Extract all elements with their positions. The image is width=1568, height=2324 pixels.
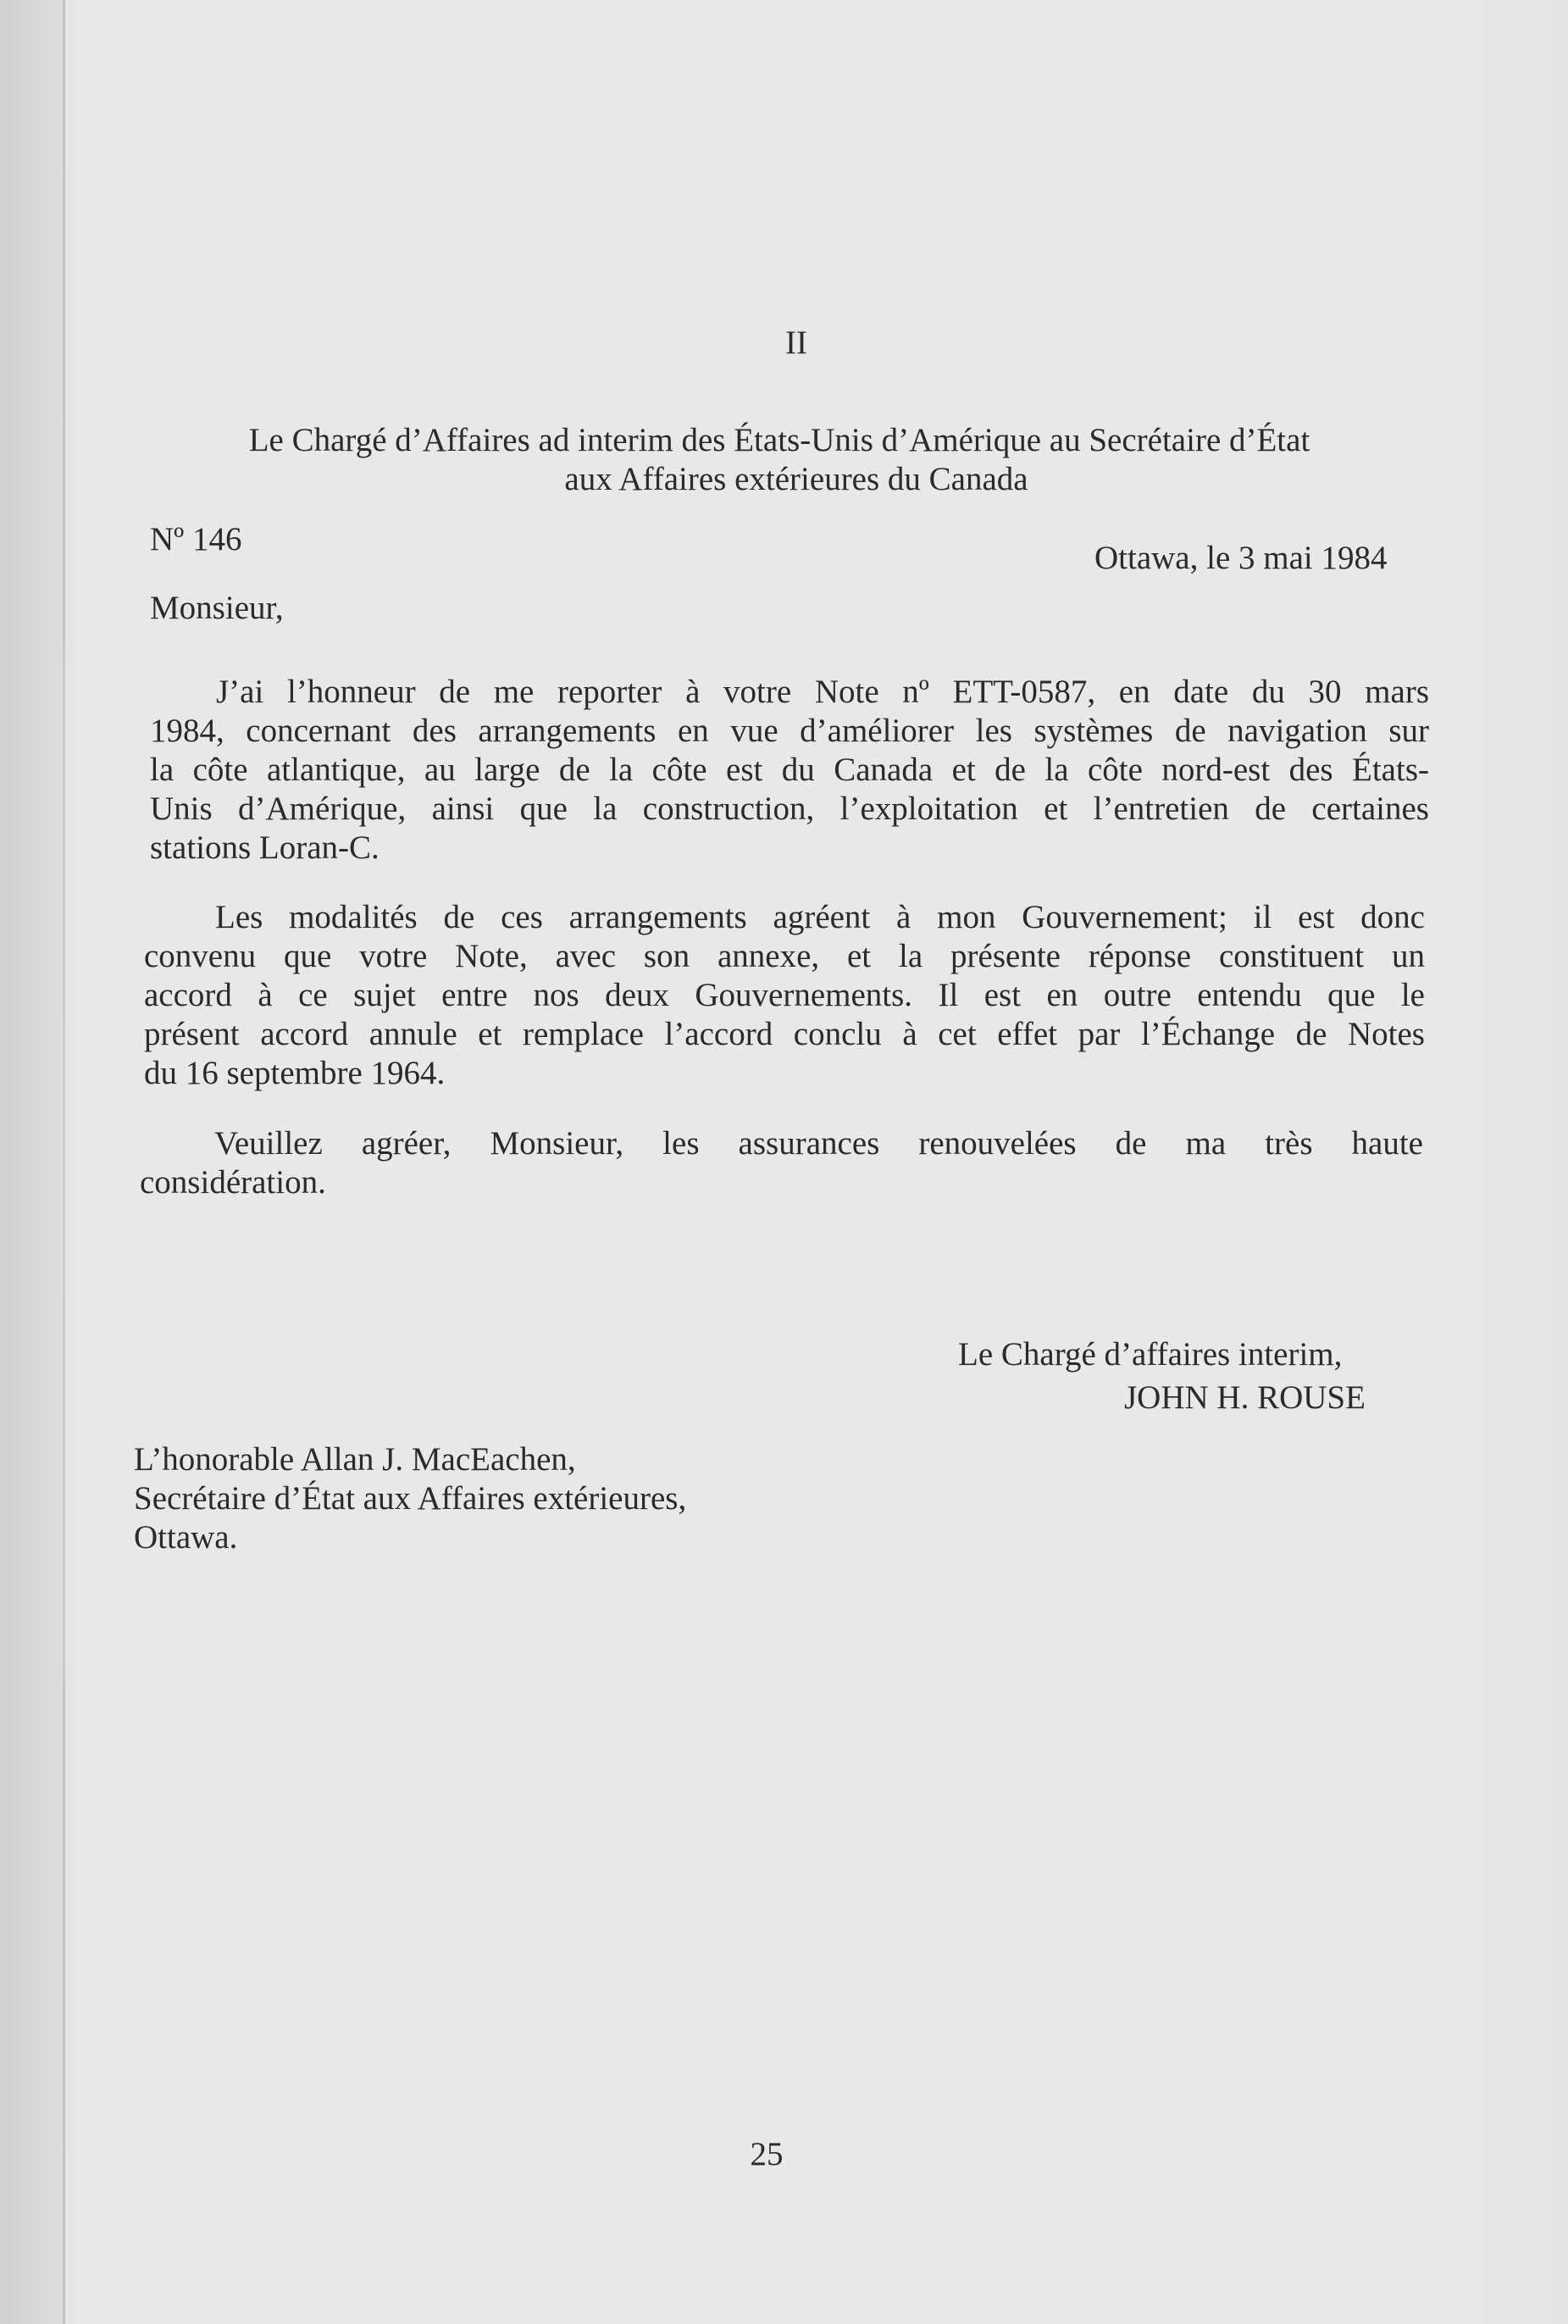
addressee-line-1: L’honorable Allan J. MacEachen,: [134, 1441, 576, 1478]
signature-title: Le Chargé d’affaires interim,: [958, 1336, 1343, 1373]
paragraph-line: accord à ce sujet entre nos deux Gouvernements. Il est en outre entendu que le: [144, 977, 1425, 1013]
paragraph-line: du 16 septembre 1964.: [144, 1055, 446, 1091]
signature-name: JOHN H. ROUSE: [1124, 1379, 1366, 1416]
paragraph-line: 1984, concernant des arrangements en vue d’améliorer les systèmes de navigation sur: [150, 713, 1429, 749]
salutation: Monsieur,: [150, 590, 284, 626]
page-number: 25: [750, 2136, 784, 2172]
paragraph-line: la côte atlantique, au large de la côte est du Canada et de la côte nord-est des États-: [150, 752, 1429, 788]
paragraph-line: convenu que votre Note, avec son annexe, et la présente réponse constituent un: [144, 938, 1425, 974]
paragraph-line: stations Loran-C.: [150, 829, 380, 866]
paragraph-line: Unis d’Amérique, ainsi que la construction, l’exploitation et l’entretien de certaines: [150, 790, 1429, 827]
section-number: II: [785, 324, 807, 361]
note-number: Nº 146: [150, 521, 242, 557]
addressee-line-3: Ottawa.: [134, 1519, 238, 1556]
place-date: Ottawa, le 3 mai 1984: [1094, 540, 1388, 576]
paragraph-3: [140, 1124, 1423, 1202]
heading-line-2: aux Affaires extérieures du Canada: [564, 461, 1028, 497]
paragraph-line: considération.: [140, 1164, 326, 1201]
paragraph-line: présent accord annule et remplace l’accord conclu à cet effet par l’Échange de Notes: [144, 1016, 1425, 1052]
binding-line: [63, 0, 65, 2324]
addressee-line-2: Secrétaire d’État aux Affaires extérieures,: [134, 1480, 687, 1517]
paragraph-line: Veuillez agréer, Monsieur, les assurances renouvelées de ma très haute: [214, 1125, 1423, 1162]
paragraph-2: [144, 898, 1425, 1093]
paragraph-1: [150, 673, 1429, 868]
heading-line-1: Le Chargé d’Affaires ad interim des États-Unis d’Amérique au Secrétaire d’État: [248, 422, 1310, 458]
page-gutter: [0, 0, 63, 2324]
paragraph-line: Les modalités de ces arrangements agréent à mon Gouvernement; il est donc: [215, 899, 1425, 935]
paragraph-line: J’ai l’honneur de me reporter à votre Note nº ETT-0587, en date du 30 mars: [216, 674, 1429, 710]
